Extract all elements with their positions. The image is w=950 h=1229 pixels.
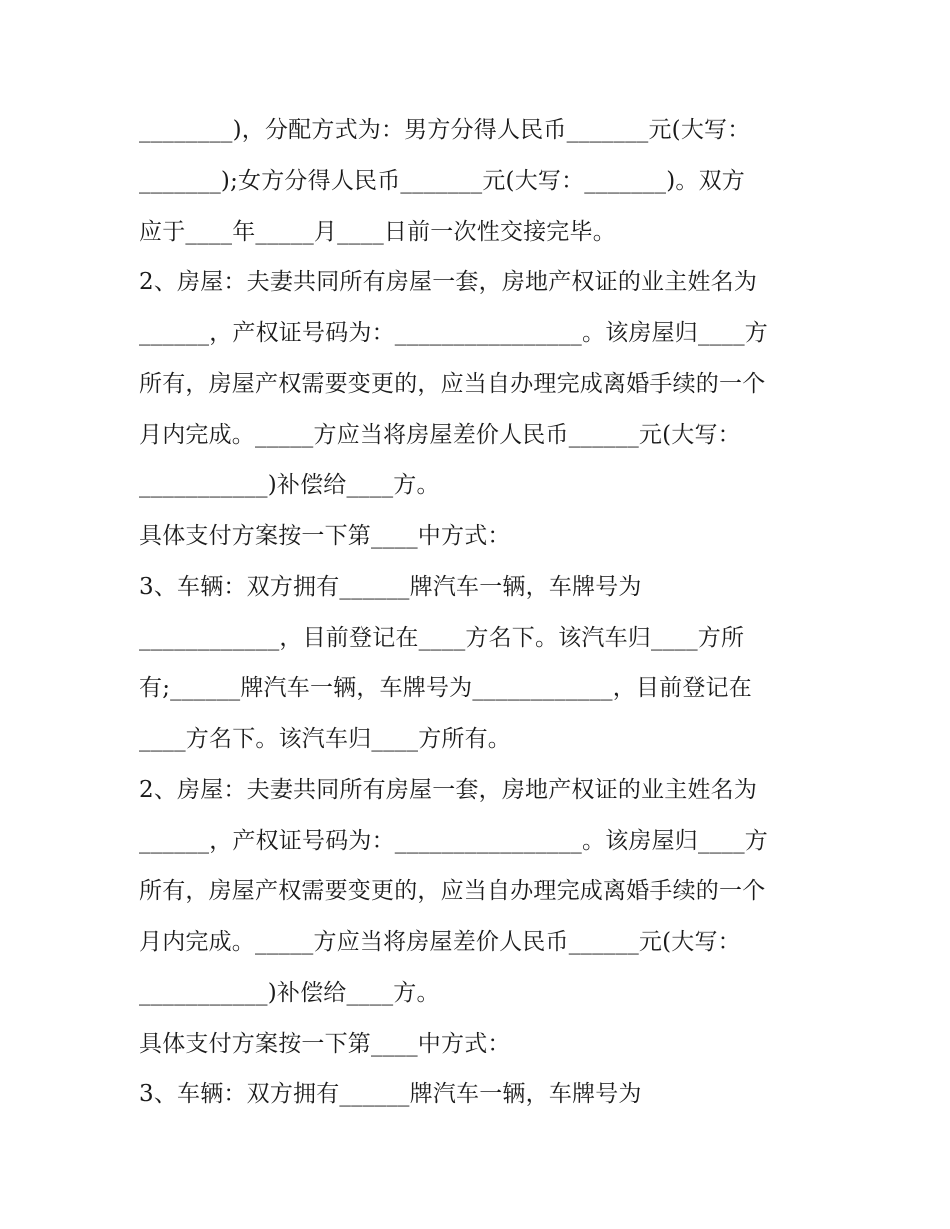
text-line: ___________)补偿给____方。 <box>139 980 440 1006</box>
text-line: 所有，房屋产权需要变更的，应当自办理完成离婚手续的一个 <box>139 371 766 397</box>
text-line: ________)，分配方式为：男方分得人民币_______元(大写： <box>139 117 751 143</box>
text-line: 具体支付方案按一下第____中方式： <box>139 1031 511 1057</box>
text-line: 具体支付方案按一下第____中方式： <box>139 523 511 549</box>
text-line: 3、车辆：双方拥有______牌汽车一辆，车牌号为 <box>139 574 642 600</box>
text-line: ______，产权证号码为：________________。该房屋归____方 <box>139 320 768 346</box>
text-line: 应于____年_____月____日前一次性交接完毕。 <box>139 219 616 245</box>
text-line: 月内完成。_____方应当将房屋差价人民币______元(大写： <box>139 929 741 955</box>
text-line: 月内完成。_____方应当将房屋差价人民币______元(大写： <box>139 422 741 448</box>
text-line: 3、车辆：双方拥有______牌汽车一辆，车牌号为 <box>139 1081 642 1107</box>
text-line: ______，产权证号码为：________________。该房屋归____方 <box>139 828 768 854</box>
text-line: ____方名下。该汽车归____方所有。 <box>139 726 511 752</box>
text-line: _______);女方分得人民币_______元(大写：_______)。双方 <box>139 168 745 194</box>
text-line: 有;______牌汽车一辆，车牌号为____________，目前登记在 <box>139 675 752 701</box>
text-line: 所有，房屋产权需要变更的，应当自办理完成离婚手续的一个 <box>139 878 766 904</box>
text-line: ___________)补偿给____方。 <box>139 472 440 498</box>
text-line: ____________，目前登记在____方名下。该汽车归____方所 <box>139 625 745 651</box>
text-line: 2、房屋：夫妻共同所有房屋一套，房地产权证的业主姓名为 <box>139 777 758 803</box>
text-line: 2、房屋：夫妻共同所有房屋一套，房地产权证的业主姓名为 <box>139 269 758 295</box>
